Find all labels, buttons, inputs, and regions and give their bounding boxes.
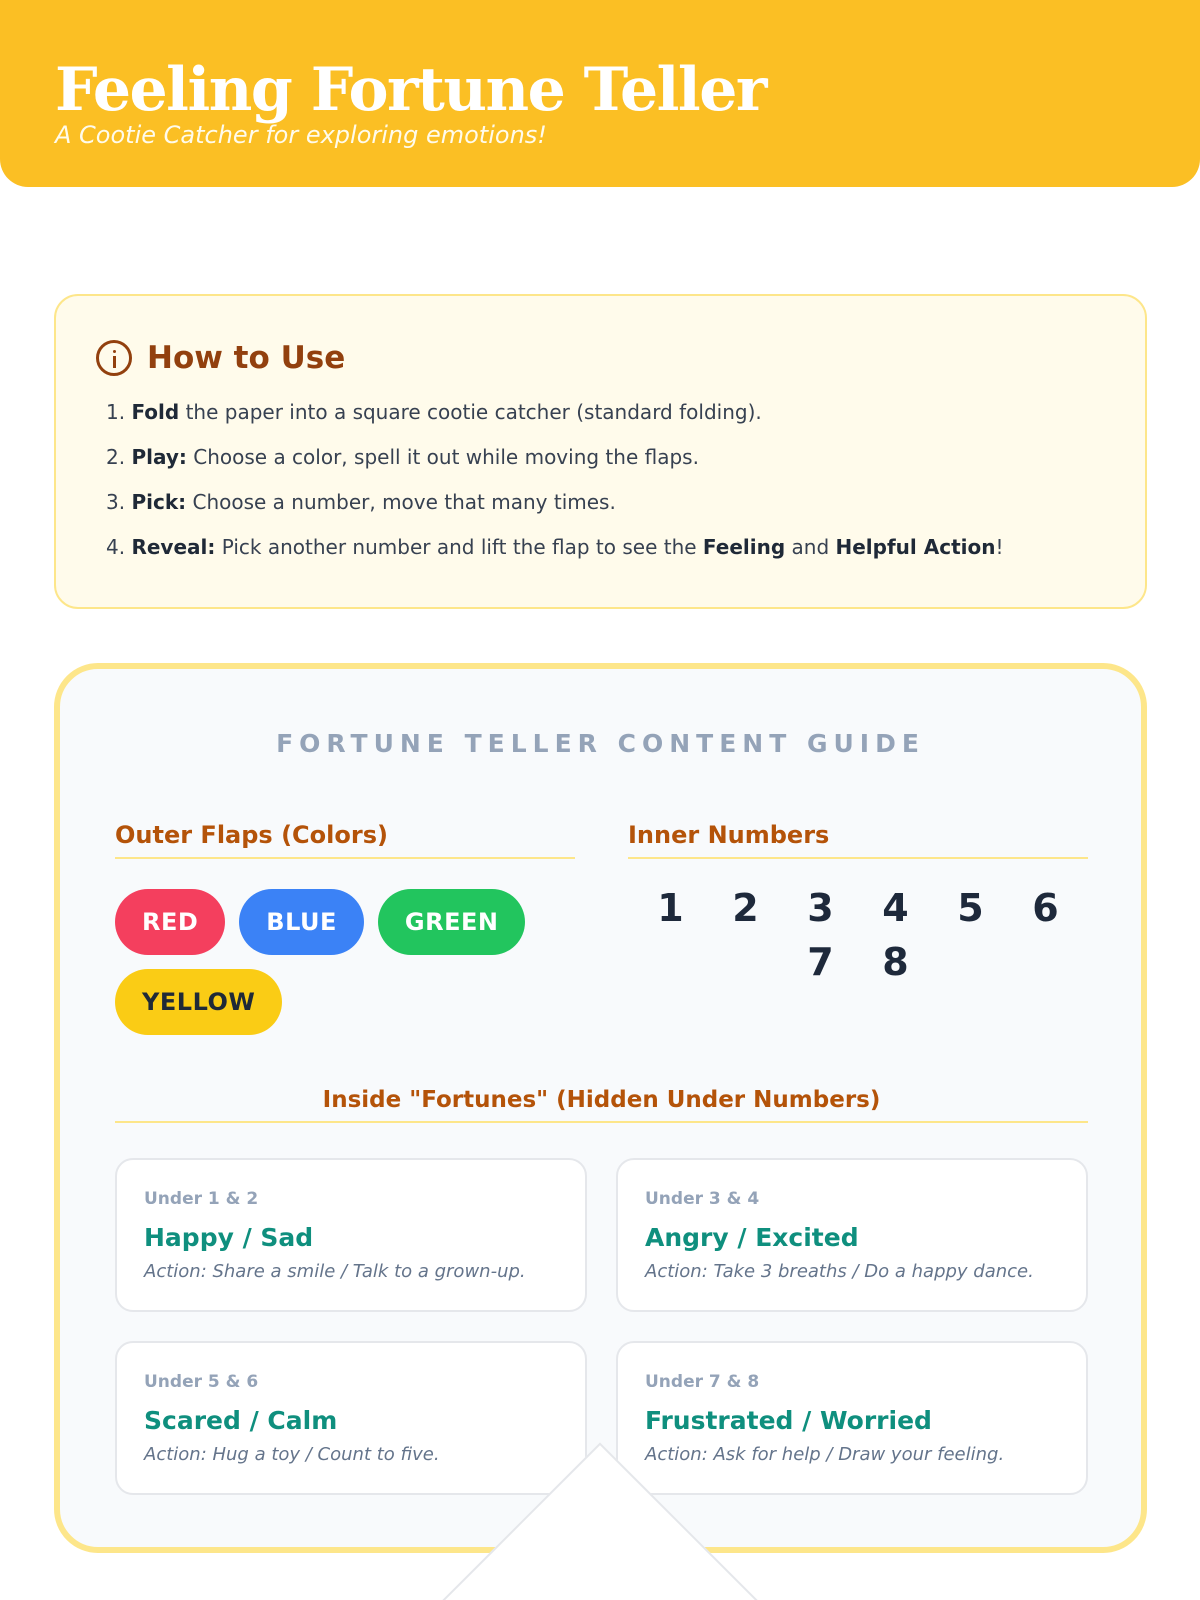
- page-header: [0, 0, 1200, 187]
- fortune-card: [616, 1158, 1088, 1312]
- step-keyword: Reveal:: [131, 535, 216, 559]
- info-icon: [96, 340, 132, 376]
- step-text: Choose a color, spell it out while moving the flaps.: [186, 445, 699, 469]
- color-pill-green: GREEN: [378, 889, 526, 955]
- fortune-under-label: Under 1 & 2: [144, 1189, 259, 1209]
- step-item: [106, 525, 1145, 570]
- fortune-under-label: Under 3 & 4: [645, 1189, 760, 1209]
- fortune-action: Action: Ask for help / Draw your feeling.: [645, 1444, 1005, 1465]
- number-item: 8: [882, 940, 909, 984]
- step-number: 3.: [106, 490, 126, 514]
- step-text: !: [995, 535, 1004, 559]
- step-number: 4.: [106, 535, 126, 559]
- step-text: Pick another number and lift the flap to see the: [215, 535, 703, 559]
- number-item: 6: [1032, 886, 1059, 930]
- content-guide-heading: FORTUNE TELLER CONTENT GUIDE: [276, 729, 925, 758]
- step-text: Choose a number, move that many times.: [186, 490, 616, 514]
- number-list: [628, 881, 1088, 989]
- number-item: 4: [882, 886, 909, 930]
- inner-numbers-label: Inner Numbers: [628, 821, 1088, 859]
- fortune-card: [616, 1341, 1088, 1495]
- fortune-feeling: Angry / Excited: [645, 1223, 859, 1252]
- content-guide-panel: [54, 663, 1147, 1553]
- fortune-action: Action: Take 3 breaths / Do a happy dance.: [645, 1261, 1034, 1282]
- fortunes-label: Inside "Fortunes" (Hidden Under Numbers): [115, 1087, 1088, 1123]
- step-keyword: Play:: [131, 445, 187, 469]
- number-item: 3: [807, 886, 834, 930]
- page-subtitle: A Cootie Catcher for exploring emotions!: [55, 121, 547, 149]
- step-keyword: Pick:: [131, 490, 187, 514]
- fortune-feeling: Happy / Sad: [144, 1223, 314, 1252]
- fortune-card: [115, 1158, 587, 1312]
- how-to-use-panel: [54, 294, 1147, 609]
- step-keyword: Helpful Action: [835, 535, 996, 559]
- step-number: 2.: [106, 445, 126, 469]
- step-text: and: [785, 535, 836, 559]
- step-keyword: Fold: [131, 400, 180, 424]
- fortune-under-label: Under 7 & 8: [645, 1372, 760, 1392]
- fortune-under-label: Under 5 & 6: [144, 1372, 259, 1392]
- fortune-feeling: Frustrated / Worried: [645, 1406, 932, 1435]
- step-item: [106, 480, 1145, 525]
- color-pill-list: [115, 889, 575, 1035]
- fortune-feeling: Scared / Calm: [144, 1406, 338, 1435]
- fortune-action: Action: Share a smile / Talk to a grown-up.: [144, 1261, 526, 1282]
- color-pill-blue: BLUE: [239, 889, 364, 955]
- number-item: 7: [807, 940, 834, 984]
- number-item: 5: [957, 886, 984, 930]
- step-number: 1.: [106, 400, 126, 424]
- fortune-card: [115, 1341, 587, 1495]
- color-pill-yellow: YELLOW: [115, 969, 282, 1035]
- how-to-use-heading: [96, 336, 1145, 380]
- fortune-action: Action: Hug a toy / Count to five.: [144, 1444, 440, 1465]
- outer-flaps-label: Outer Flaps (Colors): [115, 821, 575, 859]
- step-item: [106, 435, 1145, 480]
- number-item: 1: [657, 886, 684, 930]
- how-to-use-title: How to Use: [147, 340, 346, 376]
- step-text: the paper into a square cootie catcher (standard folding).: [179, 400, 762, 424]
- color-pill-red: RED: [115, 889, 225, 955]
- step-item: [106, 390, 1145, 435]
- step-keyword: Feeling: [702, 535, 786, 559]
- page-title: Feeling Fortune Teller: [55, 55, 766, 125]
- number-item: 2: [732, 886, 759, 930]
- steps-list: [106, 390, 1145, 570]
